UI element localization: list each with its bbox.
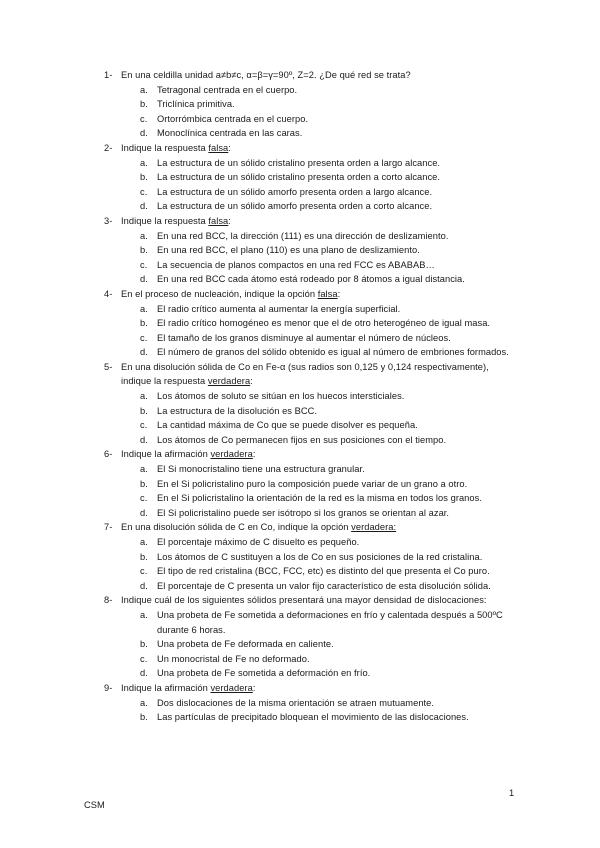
question-text: En el proceso de nucleación, indique la opción [121, 288, 318, 299]
option-text: En una red BCC cada átomo está rodeado por 8 átomos a igual distancia. [157, 274, 465, 285]
option-text: Ortorrómbica centrada en el cuerpo. [157, 113, 309, 124]
answer-option [0, 404, 600, 419]
question-stem [0, 447, 600, 462]
option-letter: c. [140, 113, 148, 124]
option-letter: a. [140, 609, 148, 620]
answer-option [0, 83, 600, 98]
option-text: El porcentaje de C presenta un valor fijo característico de esta disolución sólida. [157, 580, 491, 591]
option-text: Las partículas de precipitado bloquean el movimiento de las dislocaciones. [157, 712, 469, 723]
option-text: Los átomos de Co permanecen fijos en sus posiciones con el tiempo. [157, 434, 447, 445]
question-2 [0, 141, 600, 214]
emphasis-keyword: verdadera: [351, 522, 397, 533]
option-text: Un monocristal de Fe no deformado. [157, 653, 310, 664]
option-text: La secuencia de planos compactos en una red FCC es ABABAB… [157, 259, 435, 270]
option-text: El Si policristalino puede ser isótropo si los granos se orientan al azar. [157, 507, 450, 518]
question-text: : [228, 215, 231, 226]
question-number: 4- [104, 288, 113, 299]
option-text: El radio crítico homogéneo es menor que el de otro heterogéneo de igual masa. [157, 318, 491, 329]
question-text: : [252, 682, 256, 693]
option-letter: b. [140, 99, 148, 110]
option-letter: d. [140, 580, 148, 591]
emphasis-keyword: verdadera [207, 376, 251, 387]
question-5 [0, 360, 600, 448]
option-letter: b. [140, 712, 148, 723]
emphasis-keyword: falsa [208, 215, 229, 226]
question-number: 7- [104, 522, 113, 533]
question-number: 1- [104, 70, 113, 80]
answer-option [0, 345, 600, 360]
option-letter: c. [140, 259, 148, 270]
option-letter: d. [140, 668, 148, 679]
answer-option [0, 170, 600, 185]
question-8 [0, 593, 600, 681]
option-letter: b. [140, 318, 148, 329]
emphasis-keyword: falsa [208, 142, 229, 153]
option-letter: c. [140, 493, 148, 504]
answer-option [0, 272, 600, 287]
answer-option [0, 97, 600, 112]
answer-option [0, 477, 600, 492]
option-letter: a. [140, 391, 148, 402]
answer-option [0, 608, 600, 637]
option-letter: c. [140, 420, 148, 431]
question-text: : [250, 376, 253, 387]
answer-option [0, 637, 600, 652]
question-number: 3- [104, 215, 113, 226]
emphasis-keyword: falsa [317, 288, 338, 299]
question-number: 8- [104, 595, 113, 606]
answer-option [0, 316, 600, 331]
question-stem [0, 141, 600, 156]
option-letter: d. [140, 434, 148, 445]
option-text: Tetragonal centrada en el cuerpo. [157, 84, 298, 95]
question-text: Indique la respuesta [121, 142, 209, 153]
answer-option [0, 506, 600, 521]
answer-option [0, 156, 600, 171]
answer-option [0, 564, 600, 579]
option-text: Una probeta de Fe sometida a deformaciones en frío y calentada después a 500ºC durante 6 horas. [157, 609, 503, 635]
option-text: Una probeta de Fe deformada en caliente. [157, 639, 334, 650]
question-stem [0, 360, 600, 389]
footer-initials: CSM [84, 800, 105, 810]
question-stem [0, 214, 600, 229]
answer-option [0, 185, 600, 200]
option-text: El tamaño de los granos disminuye al aumentar el número de núcleos. [157, 332, 451, 343]
question-number: 6- [104, 449, 113, 460]
answer-option [0, 112, 600, 127]
answer-option [0, 696, 600, 711]
option-letter: a. [140, 84, 148, 95]
option-letter: a. [140, 157, 148, 168]
option-letter: c. [140, 186, 148, 197]
option-letter: d. [140, 274, 148, 285]
option-text: La estructura de un sólido cristalino presenta orden a corto alcance. [157, 172, 441, 183]
answer-option [0, 199, 600, 214]
answer-option [0, 666, 600, 681]
answer-option [0, 243, 600, 258]
answer-option [0, 418, 600, 433]
option-text: El tipo de red cristalina (BCC, FCC, etc) es distinto del que presenta el Co puro. [157, 566, 490, 577]
question-number: 2- [104, 142, 113, 153]
page-number: 1 [509, 788, 515, 798]
question-6 [0, 447, 600, 520]
option-letter: b. [140, 478, 148, 489]
question-list [0, 68, 600, 725]
option-text: En una red BCC, el plano (110) es una plano de deslizamiento. [157, 245, 420, 256]
option-letter: d. [140, 347, 148, 358]
question-stem [0, 287, 600, 302]
question-text: : [228, 142, 231, 153]
option-letter: b. [140, 639, 148, 650]
question-text: Indique la afirmación [121, 682, 211, 693]
option-letter: d. [140, 507, 148, 518]
answer-option [0, 258, 600, 273]
option-text: La estructura de un sólido amorfo presenta orden a largo alcance. [157, 186, 433, 197]
question-text: En una disolución sólida de Co en Fe-α (sus radios son 0,125 y 0,124 respectivamente), indique la respuesta [121, 361, 489, 387]
question-number: 9- [104, 682, 113, 693]
option-text: En el Si policristalino la orientación de la red es la misma en todos los granos. [157, 493, 482, 504]
answer-option [0, 550, 600, 565]
option-text: El radio crítico aumenta al aumentar la energía superficial. [157, 303, 401, 314]
option-text: El Si monocristalino tiene una estructura granular. [157, 464, 365, 475]
question-text: Indique la afirmación [121, 449, 211, 460]
question-text: : [337, 288, 341, 299]
answer-option [0, 535, 600, 550]
option-text: El porcentaje máximo de C disuelto es pequeño. [157, 537, 360, 547]
question-text: : [252, 449, 256, 460]
answer-option [0, 389, 600, 404]
question-9 [0, 681, 600, 725]
answer-option [0, 433, 600, 448]
option-text: La estructura de un sólido amorfo presenta orden a corto alcance. [157, 201, 433, 212]
answer-option [0, 126, 600, 141]
option-text: Dos dislocaciones de la misma orientación se atraen mutuamente. [157, 697, 435, 708]
question-4 [0, 287, 600, 360]
question-stem [0, 593, 600, 608]
option-text: Una probeta de Fe sometida a deformación en frío. [157, 668, 371, 679]
option-letter: a. [140, 537, 148, 547]
question-3 [0, 214, 600, 287]
question-1 [0, 68, 600, 141]
answer-option [0, 302, 600, 317]
question-text: En una disolución sólida de C en Co, indique la opción [121, 522, 352, 533]
question-text: Indique la respuesta [121, 215, 209, 226]
option-letter: c. [140, 653, 148, 664]
question-stem [0, 520, 600, 535]
question-7 [0, 520, 600, 593]
answer-option [0, 462, 600, 477]
option-letter: c. [140, 332, 148, 343]
emphasis-keyword: verdadera [210, 449, 253, 460]
answer-option [0, 652, 600, 667]
option-text: En una red BCC, la dirección (111) es una dirección de deslizamiento. [157, 230, 449, 241]
option-text: La cantidad máxima de Co que se puede disolver es pequeña. [157, 420, 418, 431]
option-letter: b. [140, 551, 148, 562]
emphasis-keyword: verdadera [210, 682, 253, 693]
option-text: La estructura de la disolución es BCC. [157, 405, 318, 416]
question-text: Indique cuál de los siguientes sólidos presentará una mayor densidad de dislocaciones: [121, 595, 487, 606]
option-text: El número de granos del sólido obtenido es igual al número de embriones formados. [157, 347, 509, 358]
option-letter: b. [140, 245, 148, 256]
option-letter: a. [140, 230, 148, 241]
option-text: Los átomos de soluto se sitúan en los huecos intersticiales. [157, 391, 405, 402]
question-stem [0, 68, 600, 83]
option-letter: d. [140, 128, 148, 139]
option-letter: d. [140, 201, 148, 212]
option-letter: b. [140, 405, 148, 416]
answer-option [0, 229, 600, 244]
option-text: La estructura de un sólido cristalino presenta orden a largo alcance. [157, 157, 441, 168]
option-letter: a. [140, 697, 148, 708]
answer-option [0, 579, 600, 594]
question-stem [0, 681, 600, 696]
option-letter: a. [140, 464, 148, 475]
answer-option [0, 491, 600, 506]
option-letter: b. [140, 172, 148, 183]
option-text: Triclínica primitiva. [157, 99, 235, 110]
answer-option [0, 331, 600, 346]
option-text: Los átomos de C sustituyen a los de Co en sus posiciones de la red cristalina. [157, 551, 483, 562]
option-letter: a. [140, 303, 148, 314]
question-text: En una celdilla unidad a≠b≠c, α=β=γ=90º, Z=2. ¿De qué red se trata? [121, 70, 411, 80]
option-letter: c. [140, 566, 148, 577]
option-text: Monoclínica centrada en las caras. [157, 128, 303, 139]
answer-option [0, 710, 600, 725]
option-text: En el Si policristalino puro la composición puede variar de un grano a otro. [157, 478, 468, 489]
question-number: 5- [104, 361, 113, 372]
